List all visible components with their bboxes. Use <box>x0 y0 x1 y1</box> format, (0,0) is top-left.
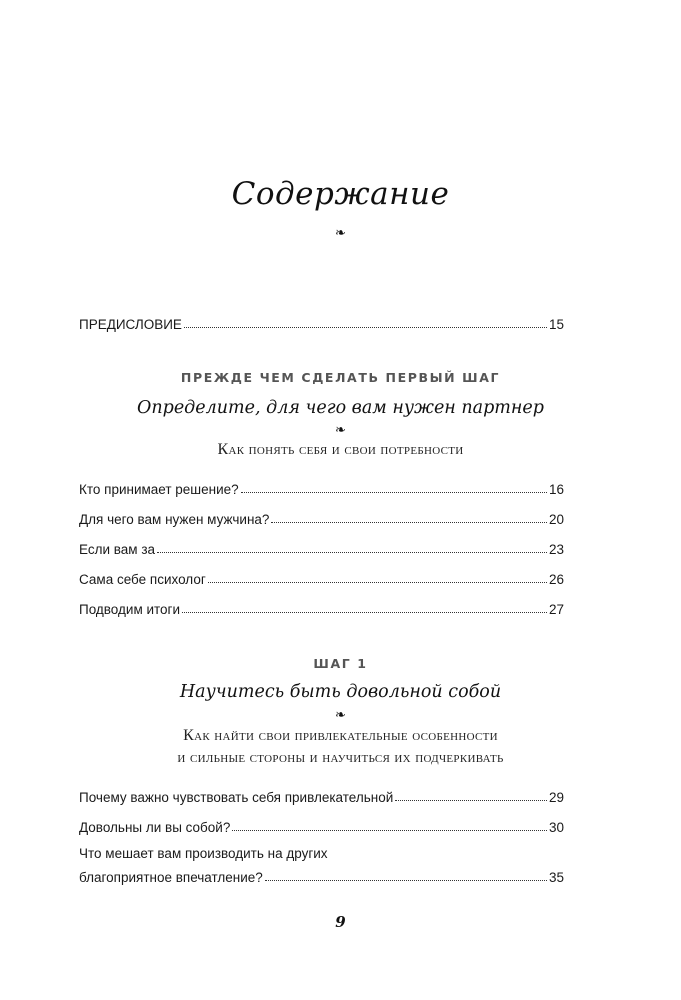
title-ornament-icon: ❧ <box>335 226 346 241</box>
dot-leader <box>208 582 547 583</box>
toc-entry-label: Довольны ли вы собой? <box>79 820 231 835</box>
toc-entry-label: Для чего вам нужен мужчина? <box>79 512 270 527</box>
dot-leader <box>265 880 547 881</box>
toc-entry-page: 23 <box>548 542 564 557</box>
dot-leader <box>232 830 547 831</box>
section-ornament-icon: ❧ <box>335 708 346 723</box>
section-title: Научитесь быть довольной собой <box>179 682 502 702</box>
toc-entry-page: 16 <box>548 482 564 497</box>
toc-entry-preface[interactable] <box>79 312 564 332</box>
toc-entry[interactable] <box>79 567 564 587</box>
dot-leader <box>184 327 547 328</box>
toc-entry-page: 20 <box>548 512 564 527</box>
toc-entry-label: Сама себе психолог <box>79 572 206 587</box>
toc-entry-page: 30 <box>548 820 564 835</box>
dot-leader <box>395 800 547 801</box>
dot-leader <box>241 492 547 493</box>
toc-entry-label: Кто принимает решение? <box>79 482 239 497</box>
toc-entry-page: 26 <box>548 572 564 587</box>
dot-leader <box>157 552 547 553</box>
toc-entry-label: Почему важно чувствовать себя привлекательной <box>79 790 394 805</box>
section-step-label: ПРЕЖДЕ ЧЕМ СДЕЛАТЬ ПЕРВЫЙ ШАГ <box>180 370 501 385</box>
page-number: 9 <box>335 913 346 931</box>
toc-entry-label: Если вам за <box>79 542 156 557</box>
section-ornament-icon: ❧ <box>335 423 346 438</box>
toc-entry[interactable] <box>79 785 564 805</box>
toc-entry[interactable] <box>79 865 564 885</box>
toc-entry-page: 35 <box>548 870 564 885</box>
toc-entry-page: 27 <box>548 602 564 617</box>
section-subtitle: и сильные стороны и научиться их подчеркивать <box>177 749 504 766</box>
section-subtitle: Как понять себя и свои потребности <box>217 441 464 458</box>
toc-entry-label: Подводим итоги <box>79 602 181 617</box>
toc-entry-label: ПРЕДИСЛОВИЕ <box>79 317 182 332</box>
toc-entry[interactable] <box>79 537 564 557</box>
section-title: Определите, для чего вам нужен партнер <box>137 398 544 418</box>
dot-leader <box>271 522 547 523</box>
toc-entry[interactable] <box>79 507 564 527</box>
toc-entry-label: благоприятное впечатление? <box>79 870 263 885</box>
dot-leader <box>182 612 547 613</box>
toc-entry[interactable] <box>79 597 564 617</box>
section-step-label: ШАГ 1 <box>313 656 368 671</box>
toc-entry-page: 15 <box>548 317 564 332</box>
toc-entry-label-line: Что мешает вам производить на других <box>79 846 328 861</box>
toc-entry[interactable] <box>79 477 564 497</box>
toc-entry-page: 29 <box>548 790 564 805</box>
page-title: Содержание <box>231 176 450 212</box>
toc-entry[interactable] <box>79 815 564 835</box>
section-subtitle: Как найти свои привлекательные особенности <box>183 727 498 744</box>
